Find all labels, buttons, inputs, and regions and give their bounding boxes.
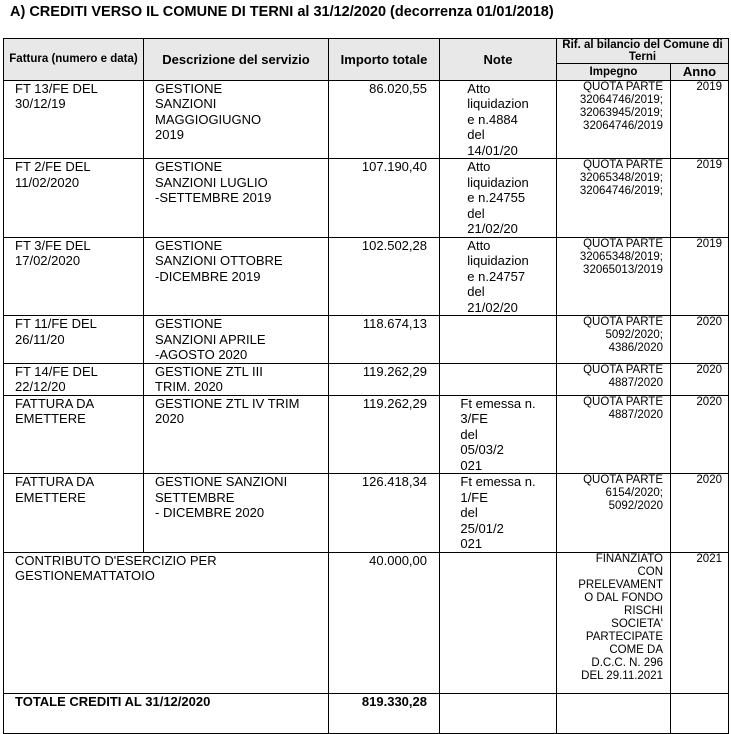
total-note	[440, 693, 557, 733]
fattura-cell: FT 2/FE DEL 11/02/2020	[4, 159, 144, 238]
anno-cell: 2020	[671, 395, 729, 474]
descrizione-cell: GESTIONE ZTL III TRIM. 2020	[144, 363, 329, 395]
descrizione-cell: GESTIONE SANZIONI APRILE -AGOSTO 2020	[144, 316, 329, 364]
table-row	[4, 474, 729, 553]
table-row	[4, 363, 729, 395]
descrizione-cell: GESTIONE ZTL IV TRIM 2020	[144, 395, 329, 474]
fattura-cell: FT 13/FE DEL 30/12/19	[4, 80, 144, 159]
contributo-importo: 40.000,00	[329, 552, 440, 693]
contributo-label: CONTRIBUTO D'ESERCIZIO PER GESTIONEMATTATOIO	[4, 552, 329, 693]
anno-cell: 2020	[671, 474, 729, 553]
credits-table	[3, 38, 729, 734]
impegno-cell: QUOTA PARTE 5092/2020; 4386/2020	[557, 316, 671, 364]
fattura-cell: FT 11/FE DEL 26/11/20	[4, 316, 144, 364]
header-descrizione: Descrizione del servizio	[144, 39, 329, 81]
anno-cell: 2019	[671, 159, 729, 238]
total-label: TOTALE CREDITI AL 31/12/2020	[4, 693, 329, 733]
importo-cell: 107.190,40	[329, 159, 440, 238]
table-row	[4, 395, 729, 474]
contributo-note	[440, 552, 557, 693]
impegno-cell: QUOTA PARTE 32065348/2019; 32065013/2019	[557, 237, 671, 316]
contributo-anno: 2021	[671, 552, 729, 693]
document-heading: A) CREDITI VERSO IL COMUNE DI TERNI al 31/12/2020 (decorrenza 01/01/2018)	[10, 4, 554, 20]
importo-cell: 119.262,29	[329, 363, 440, 395]
total-anno	[671, 693, 729, 733]
table-row	[4, 316, 729, 364]
note-cell: Ft emessa n. 1/FE del 25/01/2 021	[460, 474, 536, 551]
contributo-row	[4, 552, 729, 693]
importo-cell: 119.262,29	[329, 395, 440, 474]
note-cell: Ft emessa n. 3/FE del 05/03/2 021	[460, 395, 536, 473]
anno-cell: 2019	[671, 80, 729, 159]
total-impegno	[557, 693, 671, 733]
fattura-cell: FT 14/FE DEL 22/12/20	[4, 363, 144, 395]
fattura-cell: FATTURA DA EMETTERE	[4, 395, 144, 474]
table-row	[4, 80, 729, 159]
anno-cell: 2019	[671, 237, 729, 316]
impegno-cell: QUOTA PARTE 32064746/2019; 32063945/2019; 32064746/2019	[557, 80, 671, 159]
note-cell: Atto liquidazion e n.4884 del 14/01/20	[467, 80, 529, 158]
impegno-cell: QUOTA PARTE 4887/2020	[557, 395, 671, 474]
header-anno: Anno	[671, 64, 729, 81]
anno-cell: 2020	[671, 363, 729, 395]
impegno-cell: QUOTA PARTE 32065348/2019; 32064746/2019;	[557, 159, 671, 238]
importo-cell: 86.020,55	[329, 80, 440, 159]
header-note: Note	[440, 39, 557, 81]
header-rif-bilancio: Rif. al bilancio del Comune di Terni	[557, 39, 729, 64]
impegno-cell: QUOTA PARTE 4887/2020	[557, 363, 671, 395]
descrizione-cell: GESTIONE SANZIONI SETTEMBRE - DICEMBRE 2020	[144, 474, 329, 553]
header-importo: Importo totale	[329, 39, 440, 81]
importo-cell: 126.418,34	[329, 474, 440, 553]
contributo-impegno: FINANZIATO CON PRELEVAMENT O DAL FONDO RISCHI SOCIETA' PARTECIPATE COME DA D.C.C. N. 296 DEL 29.11.2021	[557, 552, 671, 693]
total-row	[4, 693, 729, 733]
descrizione-cell: GESTIONE SANZIONI LUGLIO -SETTEMBRE 2019	[144, 159, 329, 238]
note-cell: Atto liquidazion e n.24757 del 21/02/20	[467, 237, 529, 315]
note-cell: Atto liquidazion e n.24755 del 21/02/20	[467, 159, 529, 236]
anno-cell: 2020	[671, 316, 729, 364]
header-impegno: Impegno	[557, 64, 671, 81]
table-row	[4, 237, 729, 316]
table-row	[4, 159, 729, 238]
descrizione-cell: GESTIONE SANZIONI MAGGIOGIUGNO 2019	[144, 80, 329, 159]
importo-cell: 118.674,13	[329, 316, 440, 364]
header-fattura: Fattura (numero e data)	[4, 39, 144, 81]
total-importo: 819.330,28	[329, 693, 440, 733]
fattura-cell: FT 3/FE DEL 17/02/2020	[4, 237, 144, 316]
descrizione-cell: GESTIONE SANZIONI OTTOBRE -DICEMBRE 2019	[144, 237, 329, 316]
impegno-cell: QUOTA PARTE 6154/2020; 5092/2020	[557, 474, 671, 553]
fattura-cell: FATTURA DA EMETTERE	[4, 474, 144, 553]
importo-cell: 102.502,28	[329, 237, 440, 316]
